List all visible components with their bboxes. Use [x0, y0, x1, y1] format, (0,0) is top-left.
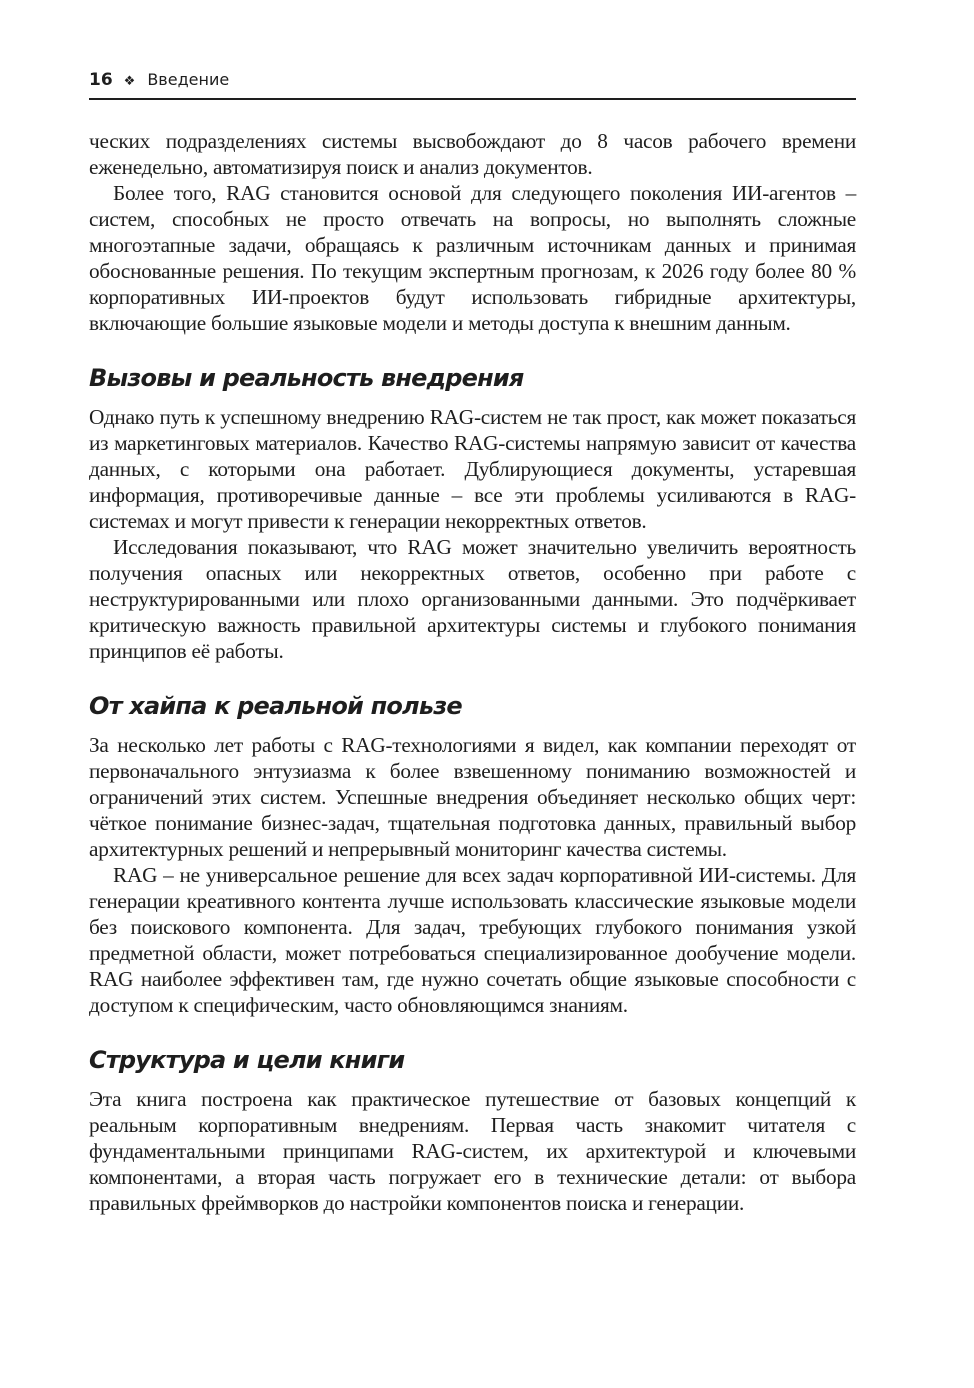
paragraph: RAG – не универсальное решение для всех задач корпоративной ИИ-системы. Для генерации креативного контента лучше использовать классические языковые модели без поискового компонента. Для задач, требующих глубокого понимания узкой предметной области, может потребоваться специализированное дообучение модели. RAG наиболее эффективен там, где нужно сочетать общие языковые способности с доступом к специфическим, часто обновляющимся знаниям. — [89, 863, 856, 1017]
paragraph: Эта книга построена как практическое путешествие от базовых концепций к реальным корпоративным внедрениям. Первая часть знакомит читателя с фундаментальными принципами RAG-систем, их архитектурой и ключевыми компонентами, а вторая часть погружает его в технические детали: от выбора правильных фреймворков до настройки компонентов поиска и генерации. — [89, 1087, 856, 1215]
chapter-title: Введение — [147, 70, 230, 89]
section-heading-hype-to-value: От хайпа к реальной пользе — [89, 692, 462, 720]
section-heading-book-structure: Структура и цели книги — [89, 1046, 405, 1074]
running-head — [89, 70, 856, 100]
paragraph: Более того, RAG становится основой для следующего поколения ИИ-агентов – систем, способных не просто отвечать на вопросы, но выполнять сложные многоэтапные задачи, обращаясь к различным источникам данных и принимая обоснованные решения. По текущим экспертным прогнозам, к 2026 году более 80 % корпоративных ИИ-проектов будут использовать гибридные архитектуры, включающие большие языковые модели и методы доступа к внешним данным. — [89, 181, 856, 335]
paragraph: ческих подразделениях системы высвобождают до 8 часов рабочего времени еженедельно, автоматизируя поиск и анализ документов. — [89, 129, 856, 179]
body-text — [89, 128, 856, 1216]
section-heading-challenges: Вызовы и реальность внедрения — [89, 364, 524, 392]
paragraph: Исследования показывают, что RAG может значительно увеличить вероятность получения опасных или некорректных ответов, особенно при работе с неструктурированными или плохо организованными данными. Это подчёркивает критическую важность правильной архитектуры системы и глубокого понимания принципов её работы. — [89, 535, 856, 663]
paragraph: Однако путь к успешному внедрению RAG-систем не так прост, как может показаться из маркетинговых материалов. Качество RAG-системы напрямую зависит от качества данных, с которыми она работает. Дублирующиеся документы, устаревшая информация, противоречивые данные – все эти проблемы усиливаются в RAG-системах и могут привести к генерации некорректных ответов. — [89, 405, 856, 533]
book-page — [89, 70, 856, 1216]
paragraph: За несколько лет работы с RAG-технологиями я видел, как компании переходят от первоначального энтузиазма к более взвешенному пониманию возможностей и ограничений этих систем. Успешные внедрения объединяет несколько общих черт: чёткое понимание бизнес-задач, тщательная подготовка данных, правильный выбор архитектурных решений и непрерывный мониторинг качества системы. — [89, 733, 856, 861]
ornament-icon: ❖ — [123, 74, 136, 89]
page-number: 16 — [89, 70, 113, 90]
